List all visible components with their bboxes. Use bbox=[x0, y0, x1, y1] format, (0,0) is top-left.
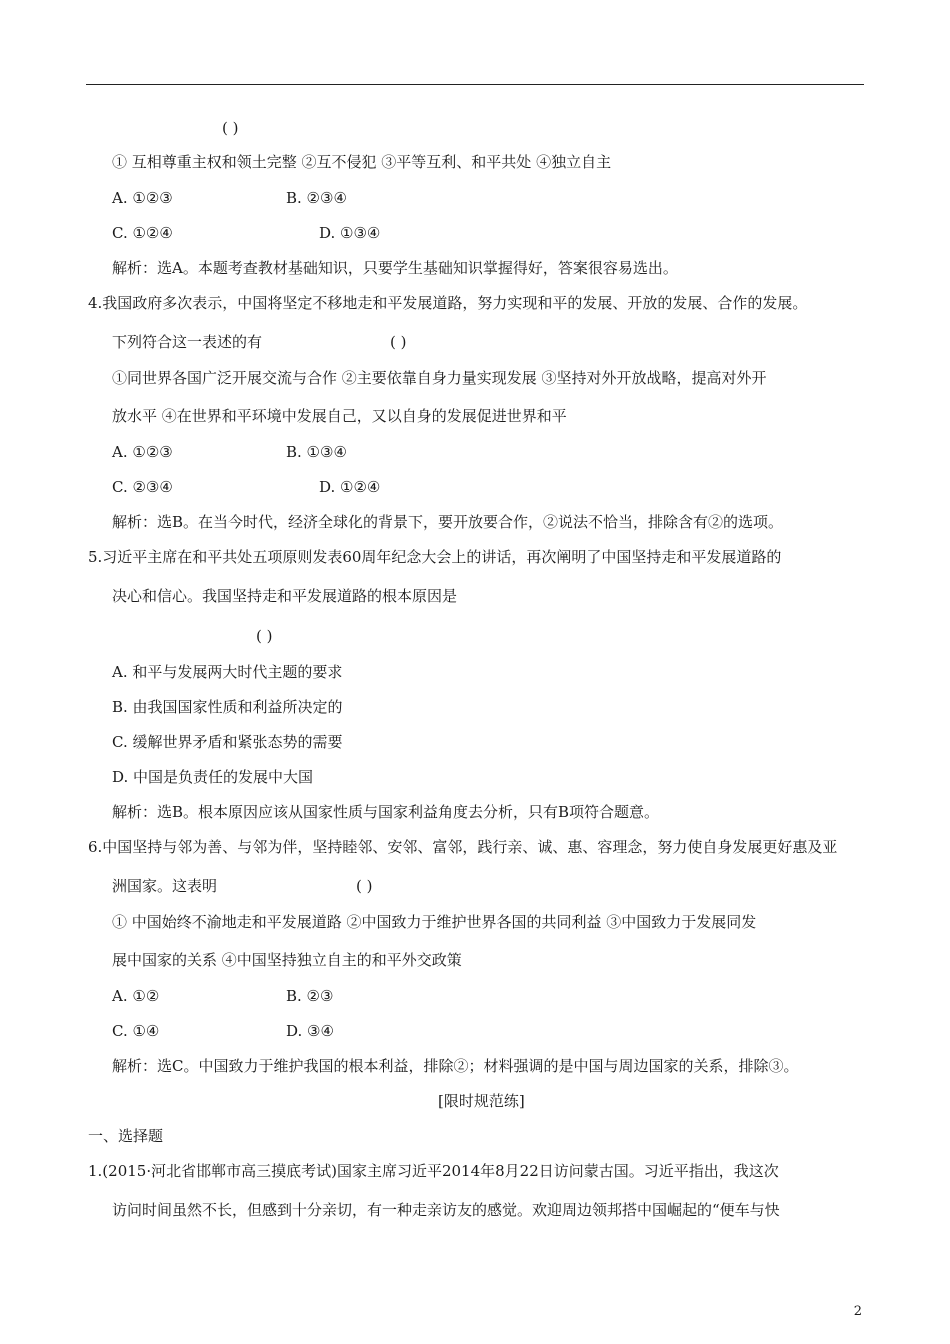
header-rule bbox=[86, 84, 864, 85]
q3-option-c: C. ①②④ bbox=[112, 224, 173, 242]
q4-statements-line2: 放水平 ④在世界和平环境中发展自己，又以自身的发展促进世界和平 bbox=[112, 407, 567, 425]
q5-option-a: A. 和平与发展两大时代主题的要求 bbox=[112, 663, 343, 681]
q3-answer-paren: ( ) bbox=[222, 119, 239, 137]
q4-analysis: 解析：选B。在当今时代，经济全球化的背景下，要开放要合作，②说法不恰当，排除含有②的选项。 bbox=[112, 513, 784, 531]
q5-answer-paren: ( ) bbox=[256, 627, 273, 645]
q3-analysis: 解析：选A。本题考查教材基础知识，只要学生基础知识掌握得好，答案很容易选出。 bbox=[112, 259, 678, 277]
q6-option-c: C. ①④ bbox=[112, 1022, 160, 1040]
q4-option-a: A. ①②③ bbox=[112, 443, 173, 461]
q5-stem-line1: 5.习近平主席在和平共处五项原则发表60周年纪念大会上的讲话，再次阐明了中国坚持走和平发展道路的 bbox=[88, 548, 782, 566]
q5-option-b: B. 由我国国家性质和利益所决定的 bbox=[112, 698, 343, 716]
q6-analysis: 解析：选C。中国致力于维护我国的根本利益，排除②；材料强调的是中国与周边国家的关系，排除③。 bbox=[112, 1057, 799, 1075]
q4-stem-line2: 下列符合这一表述的有 bbox=[112, 333, 263, 351]
practice-title: [限时规范练] bbox=[438, 1092, 525, 1110]
q5-stem-line2: 决心和信心。我国坚持走和平发展道路的根本原因是 bbox=[112, 587, 458, 605]
q3-option-a: A. ①②③ bbox=[112, 189, 173, 207]
q4-option-d: D. ①②④ bbox=[319, 478, 381, 496]
q4-option-c: C. ②③④ bbox=[112, 478, 173, 496]
q5-option-d: D. 中国是负责任的发展中大国 bbox=[112, 768, 314, 786]
q4-statements-line1: ①同世界各国广泛开展交流与合作 ②主要依靠自身力量实现发展 ③坚持对外开放战略，提高对外开 bbox=[112, 369, 767, 387]
section-title: 一、选择题 bbox=[88, 1127, 164, 1145]
p1-stem-line1: 1.(2015·河北省邯郸市高三摸底考试)国家主席习近平2014年8月22日访问蒙古国。习近平指出，我这次 bbox=[88, 1162, 779, 1180]
q6-option-b: B. ②③ bbox=[286, 987, 334, 1005]
q4-answer-paren: ( ) bbox=[390, 333, 407, 351]
q4-stem-line1: 4.我国政府多次表示，中国将坚定不移地走和平发展道路，努力实现和平的发展、开放的发展、合作的发展。 bbox=[88, 294, 808, 312]
q5-option-c: C. 缓解世界矛盾和紧张态势的需要 bbox=[112, 733, 343, 751]
q6-answer-paren: ( ) bbox=[356, 877, 373, 895]
q6-statements-line1: ① 中国始终不渝地走和平发展道路 ②中国致力于维护世界各国的共同利益 ③中国致力于发展同发 bbox=[112, 913, 757, 931]
q6-statements-line2: 展中国家的关系 ④中国坚持独立自主的和平外交政策 bbox=[112, 951, 462, 969]
q3-statements: ① 互相尊重主权和领土完整 ②互不侵犯 ③平等互利、和平共处 ④独立自主 bbox=[112, 153, 612, 171]
q6-stem-line1: 6.中国坚持与邻为善、与邻为伴，坚持睦邻、安邻、富邻，践行亲、诚、惠、容理念，努力使自身发展更好惠及亚 bbox=[88, 838, 838, 856]
q4-option-b: B. ①③④ bbox=[286, 443, 347, 461]
q6-stem-line2: 洲国家。这表明 bbox=[112, 877, 218, 895]
q6-option-d: D. ③④ bbox=[286, 1022, 334, 1040]
p1-stem-line2: 访问时间虽然不长，但感到十分亲切，有一种走亲访友的感觉。欢迎周边领邦搭中国崛起的“便车与快 bbox=[112, 1201, 780, 1219]
q3-option-b: B. ②③④ bbox=[286, 189, 347, 207]
q3-option-d: D. ①③④ bbox=[319, 224, 381, 242]
q5-analysis: 解析：选B。根本原因应该从国家性质与国家利益角度去分析，只有B项符合题意。 bbox=[112, 803, 660, 821]
page-number: 2 bbox=[853, 1304, 862, 1319]
q6-option-a: A. ①② bbox=[112, 987, 160, 1005]
